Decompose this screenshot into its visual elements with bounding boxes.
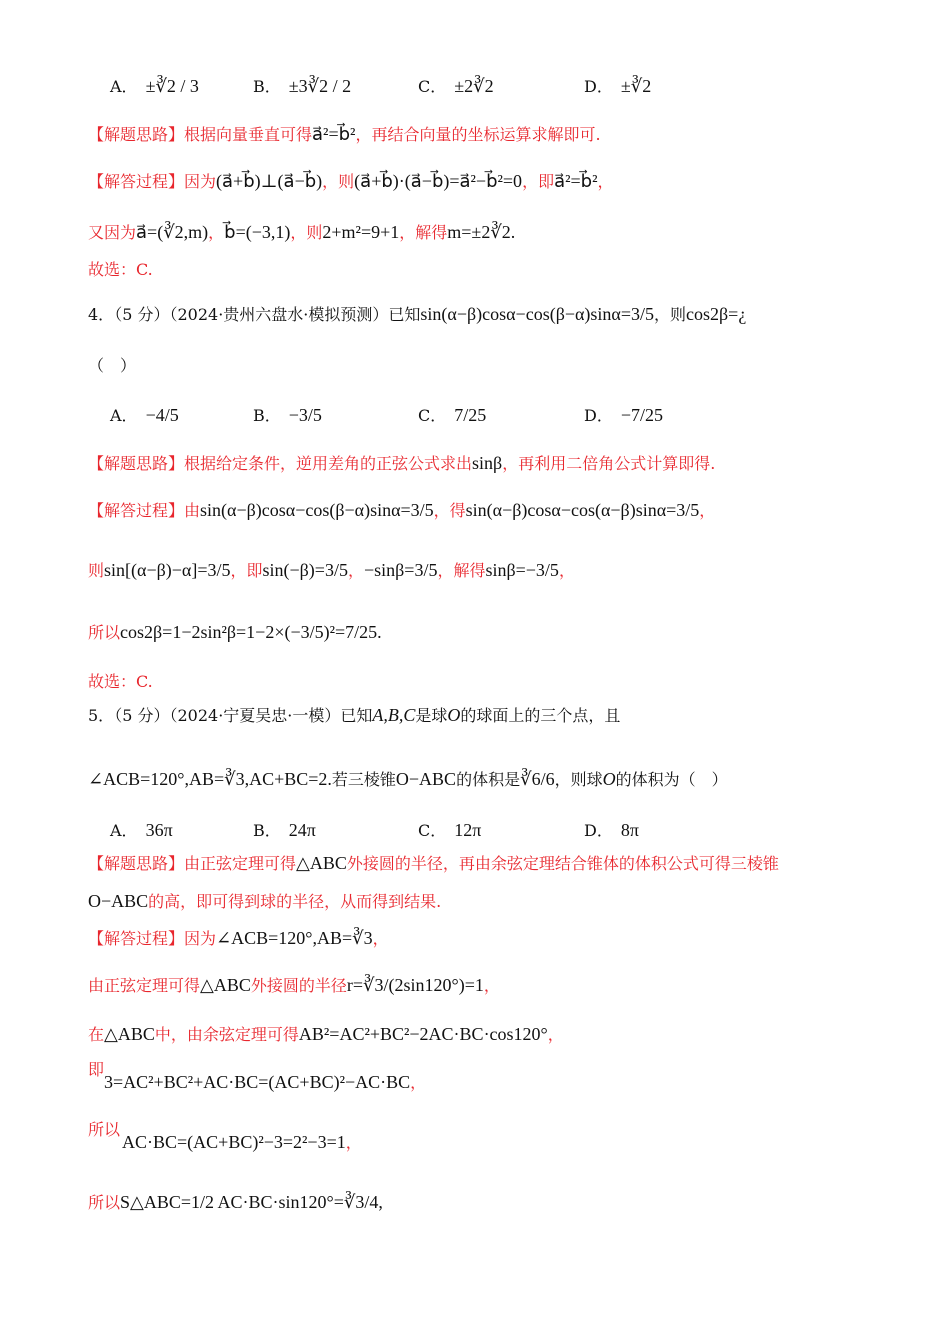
math: −sinβ=3/5: [363, 560, 438, 580]
option-a: [110, 74, 199, 97]
text: 已知: [340, 706, 373, 725]
text: 在: [88, 1025, 105, 1044]
text: ，: [208, 223, 225, 242]
q4-stem: [88, 304, 910, 326]
math: sin(α−β)cosα−cos(α−β)sinα=3/5: [465, 500, 700, 520]
text: 又因为: [88, 223, 137, 242]
math: S△ABC=1/2 AC·BC·sin120°=∛3/4,: [120, 1192, 383, 1212]
option-label: C．: [418, 406, 447, 425]
math: AC·BC=(AC+BC)²−3=2²−3=1: [122, 1132, 346, 1152]
math: △ABC: [200, 975, 251, 995]
math: cos2β=1−2sin²β=1−2×(−3/5)²=7/25.: [120, 622, 382, 642]
text: ，即: [230, 561, 263, 580]
option-label: D．: [584, 406, 613, 425]
question-source: （2024·贵州六盘水·模拟预测）: [169, 305, 389, 324]
option-label: C．: [418, 77, 447, 96]
q5-thinking-line2: [88, 891, 910, 913]
math: AB²=AC²+BC²−2AC·BC·cos120°: [298, 1024, 548, 1044]
option-value: 36π: [145, 820, 173, 840]
math: △ABC: [104, 1024, 155, 1044]
text: 中，由余弦定理可得: [154, 1025, 299, 1044]
text: ，再利用二倍角公式计算即得.: [502, 454, 716, 473]
text: 由正弦定理可得: [184, 854, 297, 873]
option-a: [110, 818, 173, 841]
option-a: [110, 403, 179, 426]
option-label: B．: [253, 821, 281, 840]
process-tag: 【解答过程】: [88, 501, 185, 520]
math: sin(α−β)cosα−cos(β−α)sinα=3/5: [200, 500, 434, 520]
q5-process-line4-label: 即: [88, 1060, 105, 1079]
option-c: [418, 818, 481, 841]
option-b: [253, 818, 316, 841]
option-label: D．: [584, 821, 613, 840]
text: ，: [345, 1133, 362, 1152]
process-tag: 【解答过程】: [88, 172, 185, 191]
thinking-tag: 【解题思路】: [88, 854, 185, 873]
text: 则: [88, 561, 105, 580]
text: 因为: [184, 929, 217, 948]
q3-thinking: [88, 124, 910, 146]
text: 根据向量垂直可得: [184, 125, 313, 144]
math: a⃗=(∛2,m): [136, 222, 209, 242]
text: ，得: [433, 501, 466, 520]
text: 由: [184, 501, 201, 520]
math: A,B,C: [372, 705, 416, 725]
q5-process-line6: [88, 1192, 910, 1214]
option-label: B．: [253, 406, 281, 425]
question-score: （5 分）: [114, 305, 170, 324]
text: ，: [558, 561, 575, 580]
text: ，: [699, 501, 716, 520]
math: ∠ACB=120°,AB=∛3: [216, 928, 373, 948]
option-value: −3/5: [288, 405, 322, 425]
q4-answer: 故选：C.: [88, 672, 153, 691]
q4-paren: （ ）: [88, 356, 137, 375]
q4-thinking: [88, 453, 910, 475]
option-d: [584, 74, 651, 97]
option-b: [253, 74, 351, 97]
thinking-tag: 【解题思路】: [88, 125, 185, 144]
text: ，: [597, 172, 614, 191]
q5-process-line1: [88, 928, 910, 950]
q5-process-line5-label: 所以: [88, 1120, 121, 1139]
text: 因为: [184, 172, 217, 191]
q3-process-line1: [88, 171, 910, 193]
q5-thinking-line1: [88, 853, 910, 875]
option-value: ±∛2: [620, 76, 652, 96]
q5-stem-line2: [88, 769, 910, 791]
text: ，则: [290, 223, 323, 242]
math: b⃗=(−3,1): [224, 222, 291, 242]
thinking-tag: 【解题思路】: [88, 454, 185, 473]
q5-stem-line1: [88, 705, 910, 727]
math: O−ABC: [88, 891, 149, 911]
math: △ABC: [296, 853, 347, 873]
option-label: C．: [418, 821, 447, 840]
question-number: 4．: [88, 305, 115, 324]
q4-process-line2: [88, 560, 910, 582]
text: ，: [483, 976, 500, 995]
option-value: 24π: [288, 820, 316, 840]
option-value: 7/25: [454, 405, 487, 425]
math: a⃗²=b⃗²: [312, 124, 356, 144]
text: ，: [410, 1073, 427, 1092]
option-value: ±3∛2 / 2: [288, 76, 352, 96]
math: sinβ=−3/5: [485, 560, 559, 580]
q5-process-line5: [122, 1132, 910, 1154]
option-value: ±2∛2: [454, 76, 494, 96]
q4-process-line3: [88, 622, 910, 644]
option-c: [418, 74, 494, 97]
math: sin(−β)=3/5: [262, 560, 348, 580]
text: 是球: [415, 706, 448, 725]
text: 的球面上的三个点，且: [460, 706, 621, 725]
option-c: [418, 403, 486, 426]
text: 外接圆的半径，再由余弦定理结合锥体的体积公式可得三棱锥: [346, 854, 779, 873]
text: 所以: [88, 623, 121, 642]
option-b: [253, 403, 322, 426]
math: O: [602, 769, 616, 789]
option-d: [584, 403, 663, 426]
text: ，: [347, 561, 364, 580]
q5-process-line4: [104, 1072, 910, 1094]
text: 的体积是: [456, 770, 521, 789]
math: cos2β=¿: [686, 304, 747, 324]
math: 2+m²=9+1: [322, 222, 400, 242]
text: ，: [547, 1025, 564, 1044]
text: ，则: [654, 305, 687, 324]
text: 的体积为（ ）: [615, 770, 728, 789]
q3-process-line2: [88, 222, 910, 244]
text: 外接圆的半径: [250, 976, 347, 995]
text: 根据给定条件，逆用差角的正弦公式求出: [184, 454, 473, 473]
option-label: D．: [584, 77, 613, 96]
question-source: （2024·宁夏吴忠·一模）: [169, 706, 341, 725]
option-label: A．: [110, 821, 138, 840]
process-tag: 【解答过程】: [88, 929, 185, 948]
math: a⃗²=b⃗²: [554, 171, 598, 191]
option-label: B．: [253, 77, 281, 96]
option-value: −4/5: [145, 405, 179, 425]
math: m=±2∛2.: [447, 222, 516, 242]
text: ，即: [522, 172, 555, 191]
option-label: A．: [110, 406, 138, 425]
math: ∠ACB=120°,AB=∛3,AC+BC=2.: [88, 769, 332, 789]
math: r=∛3/(2sin120°)=1: [346, 975, 484, 995]
math: ∛6/6: [520, 769, 555, 789]
option-value: 8π: [620, 820, 639, 840]
math: sin(α−β)cosα−cos(β−α)sinα=3/5: [420, 304, 655, 324]
q3-answer: 故选：C.: [88, 260, 153, 279]
q4-process-line1: [88, 500, 910, 522]
text: ，: [372, 929, 389, 948]
text: ，解得: [399, 223, 448, 242]
q5-process-line2: [88, 975, 910, 997]
text: ，则: [322, 172, 355, 191]
math: sinβ: [472, 453, 503, 473]
text: 已知: [388, 305, 421, 324]
math: O: [447, 705, 461, 725]
question-score: （5 分）: [114, 706, 170, 725]
text: ，再结合向量的坐标运算求解即可.: [355, 125, 601, 144]
option-d: [584, 818, 639, 841]
math: (a⃗+b⃗)⊥(a⃗−b⃗): [216, 171, 323, 191]
option-value: −7/25: [620, 405, 663, 425]
option-value: ±∛2 / 3: [145, 76, 199, 96]
text: 所以: [88, 1193, 121, 1212]
math: O−ABC: [395, 769, 457, 789]
math: sin[(α−β)−α]=3/5: [104, 560, 231, 580]
option-label: A．: [110, 77, 138, 96]
option-value: 12π: [454, 820, 482, 840]
math: (a⃗+b⃗)·(a⃗−b⃗)=a⃗²−b⃗²=0: [354, 171, 523, 191]
text: 若三棱锥: [331, 770, 396, 789]
text: 的高，即可得到球的半径，从而得到结果.: [148, 892, 442, 911]
q5-process-line3: [88, 1024, 910, 1046]
text: 由正弦定理可得: [88, 976, 201, 995]
math: 3=AC²+BC²+AC·BC=(AC+BC)²−AC·BC: [104, 1072, 411, 1092]
text: ，解得: [437, 561, 486, 580]
question-number: 5．: [88, 706, 115, 725]
text: ，则球: [554, 770, 603, 789]
